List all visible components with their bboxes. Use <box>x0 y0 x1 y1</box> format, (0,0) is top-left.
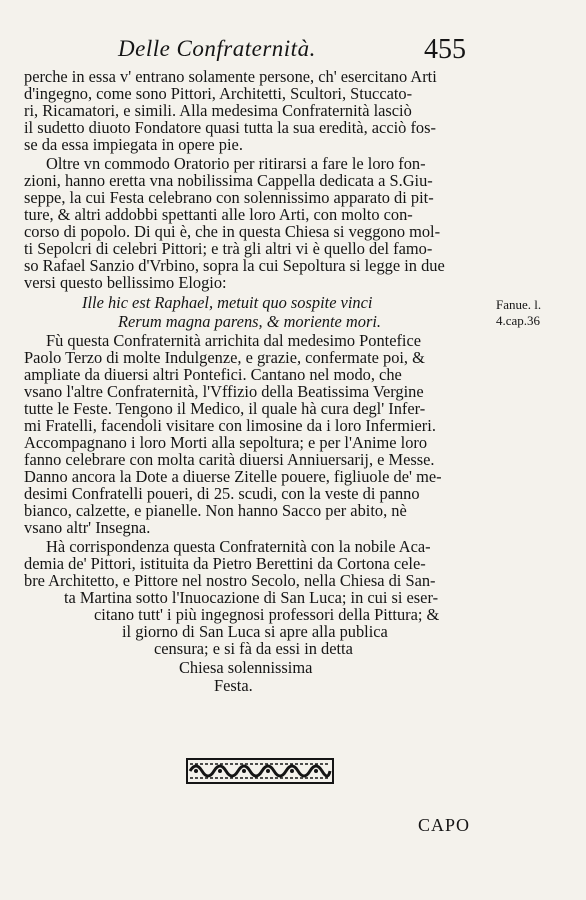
body-text-line: tutte le Feste. Tengono il Medico, il quale hà cura degl' Infer- <box>24 399 426 418</box>
body-text-line: ta Martina sotto l'Inuocazione di San Luca; in cui si eser- <box>64 588 439 607</box>
body-text-line: Oltre vn commodo Oratorio per ritirarsi a fare le loro fon- <box>46 154 426 173</box>
epitaph-verse-line: Rerum magna parens, & moriente mori. <box>118 312 381 331</box>
body-text-line: versi questo bellissimo Elogio: <box>24 273 227 292</box>
body-text-line: ri, Ricamatori, e simili. Alla medesima Confraternità lasciò <box>24 101 412 120</box>
epitaph-verse-line: Ille hic est Raphael, metuit quo sospite vinci <box>82 293 373 312</box>
marginal-note-line: Fanue. l. <box>496 297 542 312</box>
body-text-line: bre Architetto, e Pittore nel nostro Secolo, nella Chiesa di San- <box>24 571 436 590</box>
body-text-line: il giorno di San Luca si apre alla publica <box>122 622 388 641</box>
tailpiece-ornament <box>186 758 334 784</box>
body-text-line: so Rafael Sanzio d'Vrbino, sopra la cui Sepoltura si legge in due <box>24 256 445 275</box>
body-text-line: zioni, hanno eretta vna nobilissima Cappella dedicata a S.Giu- <box>24 171 433 190</box>
body-text-line: Paolo Terzo di molte Indulgenze, e grazie, confermate poi, & <box>24 348 425 367</box>
page-header <box>0 34 586 68</box>
body-text-line: Chiesa solennissima <box>179 658 313 677</box>
body-text-line: censura; e si fà da essi in detta <box>154 639 353 658</box>
body-text-line: Festa. <box>214 676 253 695</box>
body-text-line: fanno celebrare con molta carità diuersi Anniuersarij, e Messe. <box>24 450 435 469</box>
body-text-line: d'ingegno, come sono Pittori, Architetti, Scultori, Stuccato- <box>24 84 413 103</box>
body-text-line: vsano l'altre Confraternità, l'Vffizio della Beatissima Vergine <box>24 382 424 401</box>
marginal-note <box>496 297 584 329</box>
page-number: 455 <box>424 34 466 65</box>
body-text-line: perche in essa v' entrano solamente persone, ch' esercitano Arti <box>24 67 437 86</box>
body-text-line: corso di popolo. Di qui è, che in questa Chiesa si veggono mol- <box>24 222 441 241</box>
body-text-line: vsano altr' Insegna. <box>24 518 151 537</box>
running-title: Delle Confraternità. <box>118 36 316 61</box>
body-text-line: Danno ancora la Dote a diuerse Zitelle pouere, figliuole de' me- <box>24 467 442 486</box>
body-text-line: demia de' Pittori, istituita da Pietro Berettini da Cortona cele- <box>24 554 426 573</box>
body-text-line: Accompagnano i loro Morti alla sepoltura; e per l'Anime loro <box>24 433 428 452</box>
body-text-line: Fù questa Confraternità arrichita dal medesimo Pontefice <box>46 331 422 350</box>
body-text-line: ture, & altri addobbi spettanti alle loro Arti, con molto con- <box>24 205 413 224</box>
body-text-line: se da essa impiegata in opere pie. <box>24 135 243 154</box>
body-text-line: il sudetto diuoto Fondatore quasi tutta la sua eredità, acciò fos- <box>24 118 436 137</box>
body-text-line: Hà corrispondenza questa Confraternità con la nobile Aca- <box>46 537 431 556</box>
body-text-line: bianco, calzette, e pianelle. Non hanno Sacco per abito, nè <box>24 501 407 520</box>
catchword: CAPO <box>418 815 471 835</box>
body-text-line: mi Fratelli, facendoli visitare con limosine da i loro Infermieri. <box>24 416 436 435</box>
body-text-line: ampliate da diuersi altri Pontefici. Cantano nel modo, che <box>24 365 402 384</box>
body-text-line: citano tutt' i più ingegnosi professori della Pittura; & <box>94 605 440 624</box>
body-text-line: ti Sepolcri di celebri Pittori; e trà gli altri vi è quello del famo- <box>24 239 433 258</box>
body-text-line: seppe, la cui Festa celebrano con solennissimo apparato di pit- <box>24 188 434 207</box>
body-text-line: desimi Confratelli poueri, di 25. scudi, con la veste di panno <box>24 484 420 503</box>
marginal-note-line: 4.cap.36 <box>496 313 541 328</box>
